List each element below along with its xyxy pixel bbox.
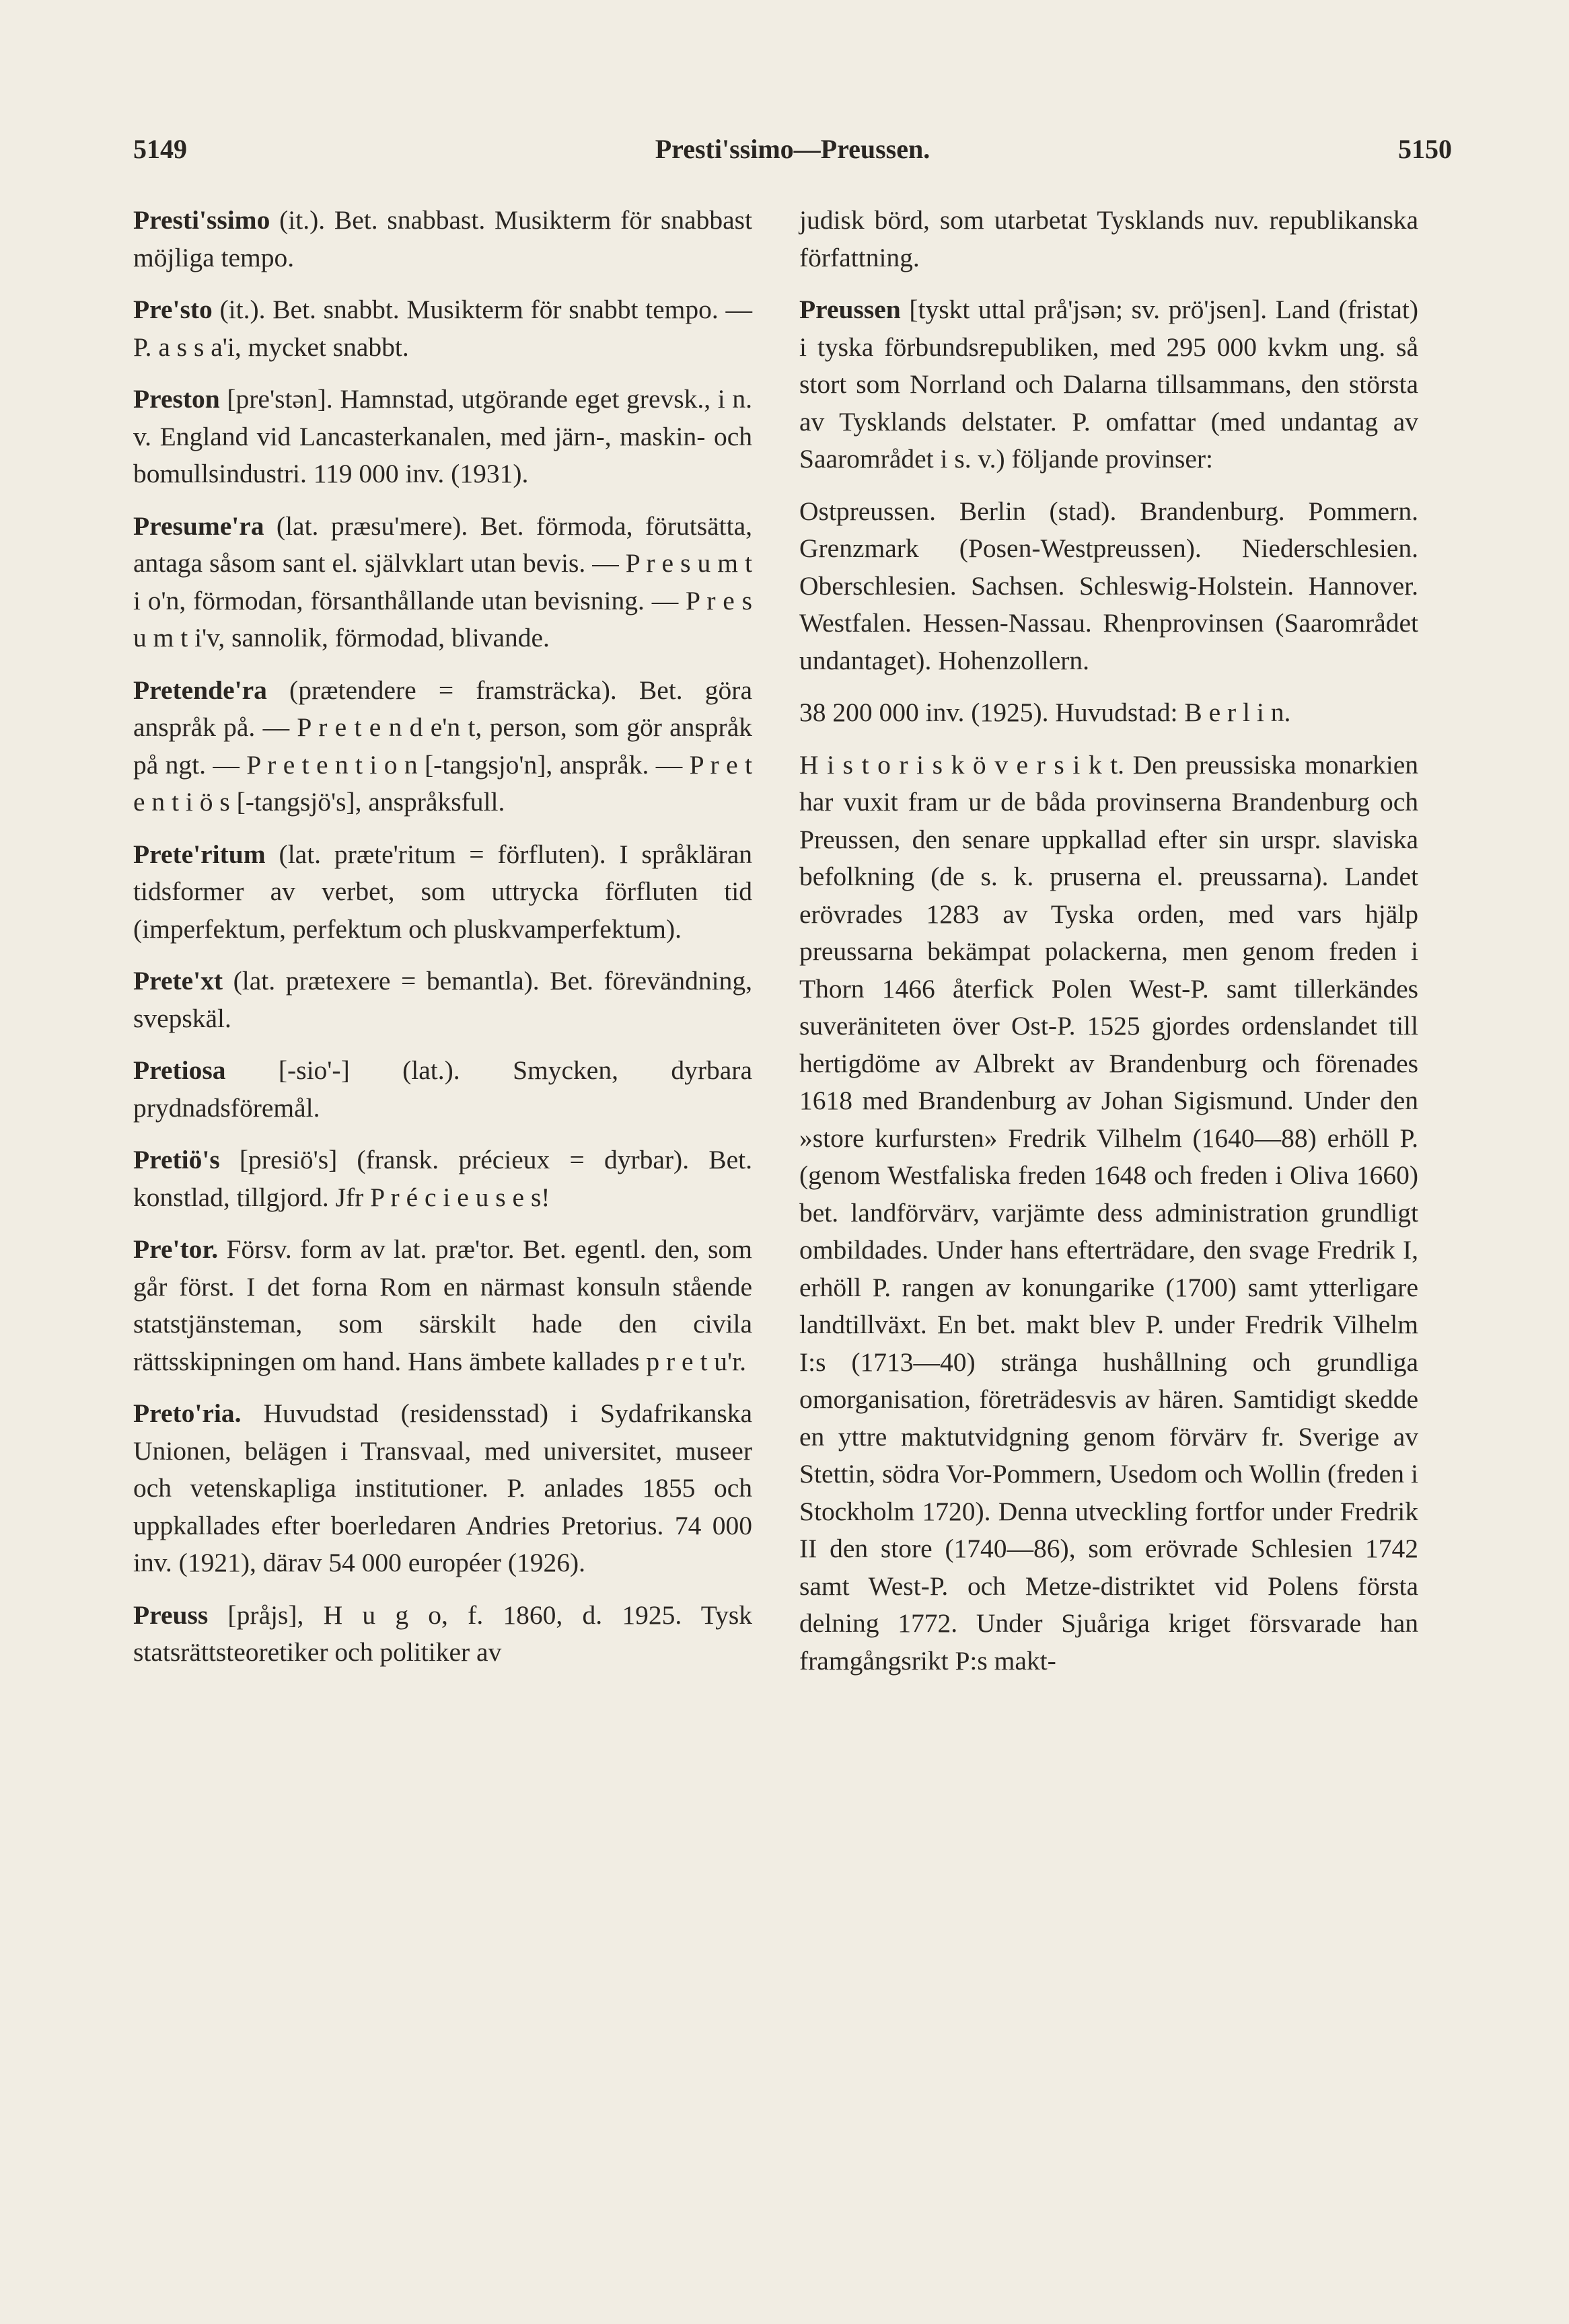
entry-text: [pre'stən]. Hamnstad, utgörande eget grevsk., i n. v. England vid Lancasterkanalen, med järn-, maskin- och bomullsindustri. 119 000 inv. (1931).	[133, 384, 752, 488]
entry	[133, 381, 752, 493]
left-column	[133, 202, 752, 1686]
entry-text: [tyskt uttal prå'jsən; sv. prö'jsen]. Land (fristat) i tyska förbundsrepubliken, med 295 000 kvkm ung. så stort som Norrland och Dalarna tillsammans, den största av Tysklands delstater. P. omfattar (med undantag av Saarområdet i s. v.) följande provinser:	[799, 295, 1418, 474]
entry	[133, 836, 752, 948]
province-list	[799, 493, 1418, 680]
entry	[133, 508, 752, 657]
entry-text: Huvudstad (residensstad) i Sydafrikanska Unionen, belägen i Transvaal, med universitet, museer och vetenskapliga institutioner. P. anlades 1855 och uppkallades efter boerledaren Andries Pretorius. 74 000 inv. (1921), därav 54 000 européer (1926).	[133, 1398, 752, 1577]
headword: Pre'tor.	[133, 1234, 219, 1264]
entry-text: (lat. præte'ritum = förfluten). I språkläran tidsformer av verbet, som uttrycka förfluten tid (imperfektum, perfektum och pluskvamperfektum).	[133, 839, 752, 944]
entry-text: H i s t o r i s k ö v e r s i k t. Den preussiska monarkien har vuxit fram ur de båda provinserna Brandenburg och Preussen, den senare uppkallad efter sin urspr. slaviska befolkning (de s. k. pruserna el. preussarna). Landet erövrades 1283 av Tyska orden, med vars hjälp preussarna bekämpat polackerna, men genom freden i Thorn 1466 återfick Polen West-P. samt tillerkändes suveräniteten över Ost-P. 1525 gjordes ordenslandet till hertigdöme av Albrekt av Brandenburg och förenades 1618 med Brandenburg av Johan Sigismund. Under den »store kurfursten» Fredrik Vilhelm (1640—88) erhöll P. (genom Westfaliska freden 1648 och freden i Oliva 1660) bet. landförvärv, varjämte dess administration grundligt ombildades. Under hans efterträdare, den svage Fredrik I, erhöll P. rangen av konungarike (1700) samt ytterligare landtillväxt. En bet. makt blev P. under Fredrik Vilhelm I:s (1713—40) stränga hushållning och grundliga omorganisation, företrädesvis av hären. Samtidigt skedde en yttre maktutvidgning genom förvärv fr. Sverige av Stettin, södra Vor-Pommern, Usedom och Wollin (freden i Stockholm 1720). Denna utveckling fortfor under Fredrik II den store (1740—86), som erövrade Schlesien 1742 samt West-P. och Metze-distriktet vid Polens första delning 1772. Under Sjuåriga kriget försvarade han framgångsrikt P:s makt-	[799, 749, 1418, 1676]
entry	[133, 202, 752, 276]
entry-text: Försv. form av lat. præ'tor. Bet. egentl. den, som går först. I det forna Rom en närmast konsuln stående statstjänsteman, som särskilt hade den civila rättsskipningen om hand. Hans ämbete kallades p r e t u'r.	[133, 1234, 752, 1376]
entry-text: (it.). Bet. snabbt. Musikterm för snabbt tempo. — P. a s s a'i, mycket snabbt.	[133, 295, 752, 362]
entry	[133, 963, 752, 1037]
population-line	[799, 694, 1418, 732]
right-page-number: 5150	[1398, 134, 1452, 164]
headword: Pretiosa	[133, 1055, 226, 1085]
headword: Prete'xt	[133, 966, 223, 996]
entry	[133, 1597, 752, 1672]
entry-text: (lat. præsu'mere). Bet. förmoda, förutsätta, antaga såsom sant el. självklart utan bevis. — P r e s u m t i o'n, förmodan, försanthållande utan bevisning. — P r e s u m t i'v, sannolik, förmodad, blivande.	[133, 511, 752, 652]
entry	[133, 672, 752, 821]
headword: Presti'ssimo	[133, 205, 270, 235]
entry	[799, 291, 1418, 478]
entry-text: (it.). Bet. snabbast. Musikterm för snabbast möjliga tempo.	[133, 205, 752, 272]
page-header	[133, 133, 1452, 174]
entry-text: [presiö's] (fransk. précieux = dyrbar). Bet. konstlad, tillgjord. Jfr P r é c i e u s e s!	[133, 1145, 752, 1212]
entry-text: [-sio'-] (lat.). Smycken, dyrbara prydnadsföremål.	[133, 1055, 752, 1123]
entry-continuation	[799, 202, 1418, 276]
headword: Pretende'ra	[133, 675, 267, 705]
entry	[133, 1052, 752, 1127]
entry	[133, 291, 752, 366]
history-section	[799, 747, 1418, 1680]
entry	[133, 1231, 752, 1380]
headword: Preston	[133, 384, 220, 414]
entry	[133, 1141, 752, 1216]
entry-text: [pråjs], H u g o, f. 1860, d. 1925. Tysk statsrättsteoretiker och politiker av	[133, 1600, 752, 1667]
entry-text: judisk börd, som utarbetat Tysklands nuv. republikanska författning.	[799, 205, 1418, 272]
headword: Preussen	[799, 295, 901, 324]
entry-text: (lat. prætexere = bemantla). Bet. förevändning, svepskäl.	[133, 966, 752, 1033]
entry	[133, 1395, 752, 1582]
running-title: Presti'ssimo—Preussen.	[655, 134, 931, 164]
right-column	[799, 202, 1418, 1694]
headword: Pretiö's	[133, 1145, 220, 1174]
entry-text: Ostpreussen. Berlin (stad). Brandenburg. Pommern. Grenzmark (Posen-Westpreussen). Niederschlesien. Oberschlesien. Sachsen. Schleswig-Holstein. Hannover. Westfalen. Hessen-Nassau. Rhenprovinsen (Saarområdet undantaget). Hohenzollern.	[799, 496, 1418, 675]
headword: Preto'ria.	[133, 1398, 242, 1428]
left-page-number: 5149	[133, 134, 187, 164]
entry-text: 38 200 000 inv. (1925). Huvudstad: B e r l i n.	[799, 698, 1291, 727]
headword: Pre'sto	[133, 295, 213, 324]
headword: Preuss	[133, 1600, 209, 1630]
headword: Prete'ritum	[133, 839, 266, 869]
entry-text: (prætendere = framsträcka). Bet. göra anspråk på. — P r e t e n d e'n t, person, som gör anspråk på ngt. — P r e t e n t i o n [-tangsjo'n], anspråk. — P r e t e n t i ö s [-tangsjö's], anspråksfull.	[133, 675, 752, 817]
headword: Presume'ra	[133, 511, 264, 541]
